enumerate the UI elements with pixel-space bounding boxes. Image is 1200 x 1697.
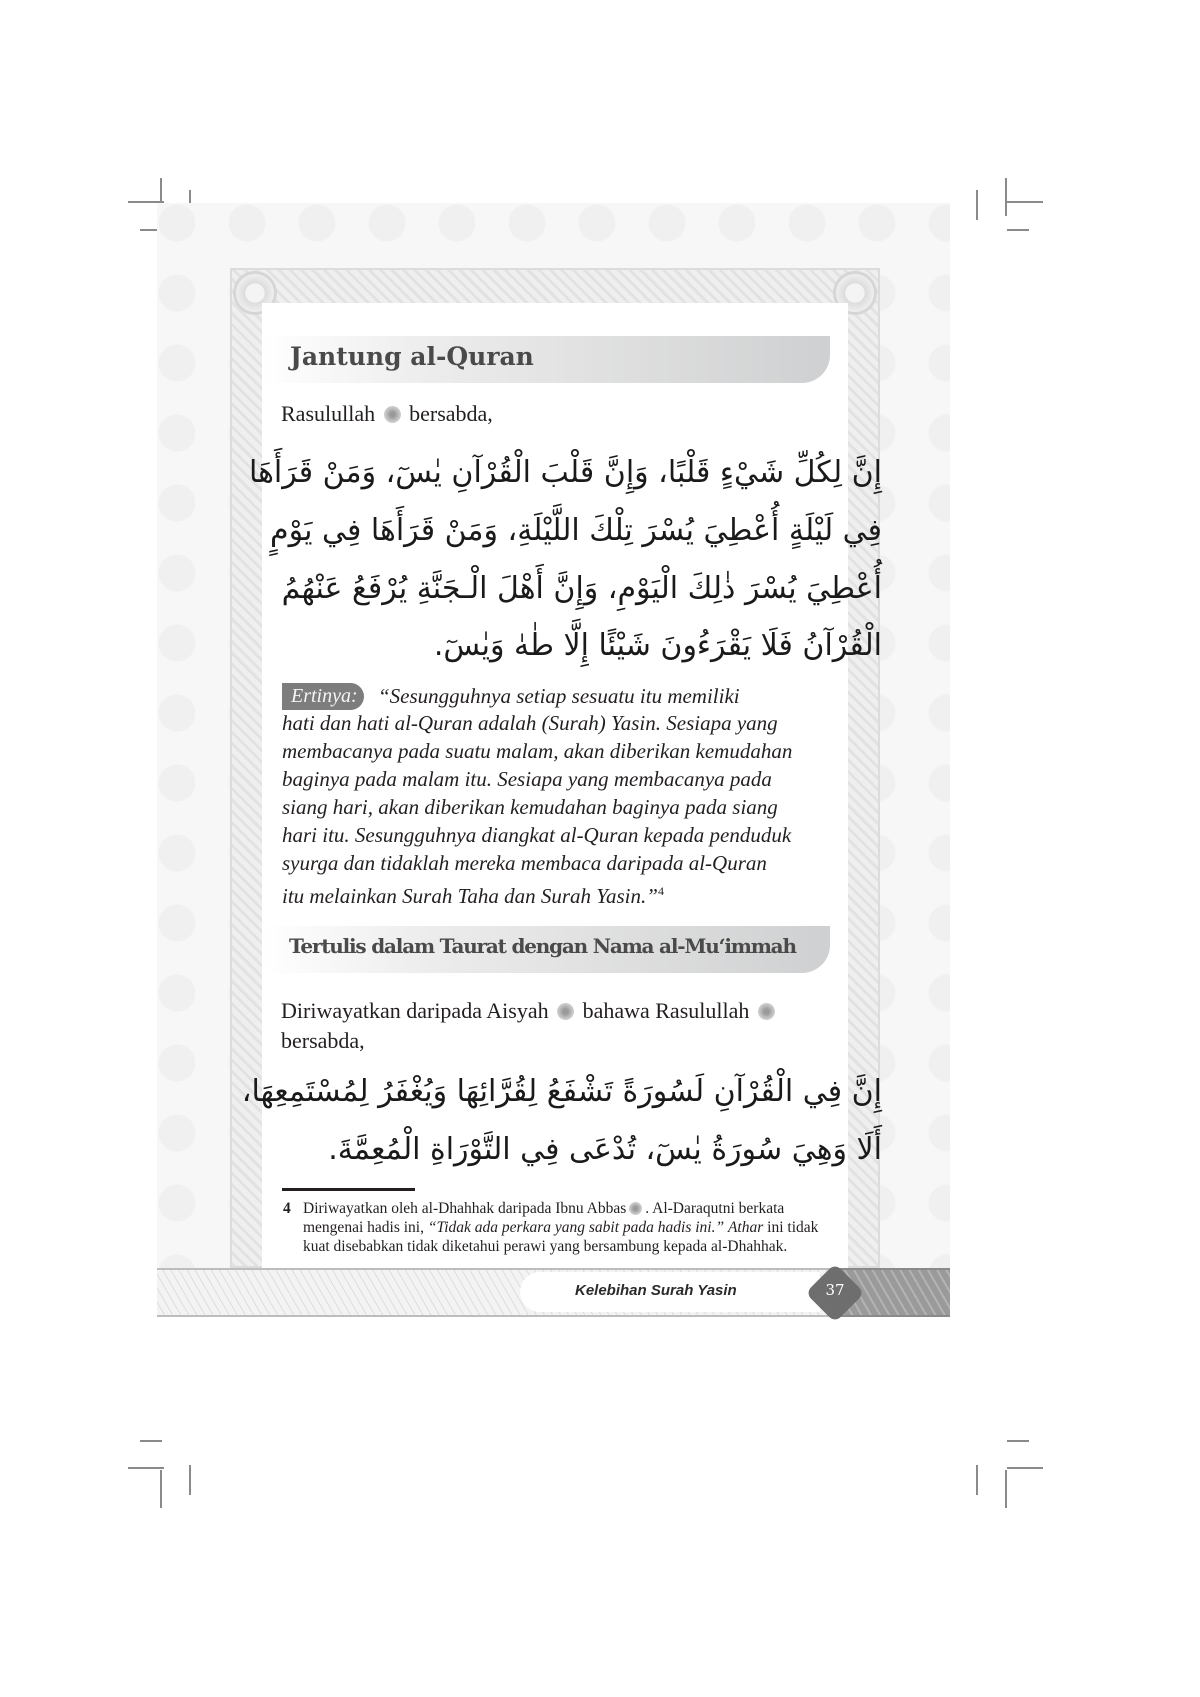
hadith-intro: [281, 996, 778, 1026]
translation-line: “Sesungguhnya setiap sesuatu itu memiliki: [378, 684, 740, 708]
hadith-intro: [281, 399, 493, 429]
crop-mark: [1005, 178, 1007, 216]
arabic-line: الْقُرْآنُ فَلَا يَقْرَءُونَ شَيْئًا إِلَّا طٰهٰ وَيٰسٓ.: [433, 628, 882, 663]
crop-mark: [976, 190, 978, 220]
footnote-ref[interactable]: 4: [657, 884, 664, 898]
crop-mark: [140, 1440, 162, 1442]
translation-line: baginya pada malam itu. Sesiapa yang membacanya pada: [282, 767, 772, 791]
page-number: 37: [825, 1281, 845, 1299]
footnote-line: kuat disebabkan tidak diketahui perawi yang bersambung kepada al-Dhahhak.: [303, 1238, 788, 1255]
salawat-icon: [384, 406, 401, 423]
footnote-number: 4: [283, 1200, 291, 1217]
arabic-line: إِنَّ فِي الْقُرْآنِ لَسُورَةً تَشْفَعُ لِقُرَّائِهَا وَيُغْفَرُ لِمُسْتَمِعِهَا،: [241, 1074, 882, 1109]
footnote-term: Athar: [727, 1219, 764, 1236]
section-heading: Jantung al-Quran: [290, 342, 534, 371]
section-heading: Tertulis dalam Taurat dengan Nama al-Mu‘immah: [289, 934, 796, 958]
footnote-text: ini tidak: [763, 1219, 819, 1236]
arabic-line: إِنَّ لِكُلِّ شَيْءٍ قَلْبًا، وَإِنَّ قَلْبَ الْقُرْآنِ يٰسٓ، وَمَنْ قَرَأَهَا: [248, 455, 882, 490]
footnote-text: . Al-Daraqutni berkata: [645, 1200, 785, 1217]
footnote-line: [303, 1218, 818, 1237]
running-footer-title: Kelebihan Surah Yasin: [575, 1282, 737, 1299]
salawat-icon: [758, 1003, 775, 1020]
footnote-quote: “Tidak ada perkara yang sabit pada hadis ini.”: [427, 1219, 725, 1236]
crop-mark: [160, 1470, 162, 1508]
intro-prefix: Rasulullah: [281, 401, 376, 426]
hadith-intro-line2: bersabda,: [281, 1028, 365, 1053]
intro-suffix: bersabda,: [409, 401, 493, 426]
crop-mark: [1007, 229, 1029, 231]
translation-line: syurga dan tidaklah mereka membaca daripada al-Quran: [282, 851, 767, 875]
translation-text: itu melainkan Surah Taha dan Surah Yasin.”: [282, 884, 658, 908]
crop-mark: [1007, 1440, 1029, 1442]
intro-part1: Diriwayatkan daripada Aisyah: [281, 998, 549, 1023]
arabic-line: أَلَا وَهِيَ سُورَةُ يٰسٓ، تُدْعَى فِي التَّوْرَاةِ الْمُعِمَّةَ.: [328, 1132, 882, 1167]
crop-mark: [976, 1465, 978, 1495]
footnote-line: [303, 1199, 784, 1218]
footnote-text: mengenai hadis ini,: [303, 1219, 428, 1236]
translation-line: membacanya pada suatu malam, akan diberikan kemudahan: [282, 739, 793, 763]
radhiallahu-anha-icon: [557, 1003, 574, 1020]
ertinya-badge: Ertinya:: [282, 683, 364, 710]
translation-line: [282, 877, 664, 910]
arabic-line: فِي لَيْلَةٍ أُعْطِيَ يُسْرَ تِلْكَ اللَّيْلَةِ، وَمَنْ قَرَأَهَا فِي يَوْمٍ: [270, 513, 882, 548]
translation-line: hati dan hati al-Quran adalah (Surah) Yasin. Sesiapa yang: [282, 711, 778, 735]
crop-mark: [1005, 1470, 1007, 1508]
translation-line: hari itu. Sesungguhnya diangkat al-Quran kepada penduduk: [282, 823, 792, 847]
footnote-text: Diriwayatkan oleh al-Dhahhak daripada Ibnu Abbas: [303, 1200, 627, 1217]
translation-line: siang hari, akan diberikan kemudahan baginya pada siang: [282, 795, 778, 819]
radhiallahu-anhu-icon: [629, 1202, 642, 1215]
intro-part2: bahawa Rasulullah: [582, 998, 750, 1023]
footnote-rule: [282, 1188, 415, 1191]
crop-mark: [189, 1465, 191, 1495]
arabic-line: أُعْطِيَ يُسْرَ ذٰلِكَ الْيَوْمِ، وَإِنَّ أَهْلَ الْـجَنَّةِ يُرْفَعُ عَنْهُمُ: [281, 571, 882, 606]
crop-mark: [1007, 1467, 1043, 1469]
crop-mark: [1007, 201, 1043, 203]
crop-mark: [128, 1467, 164, 1469]
